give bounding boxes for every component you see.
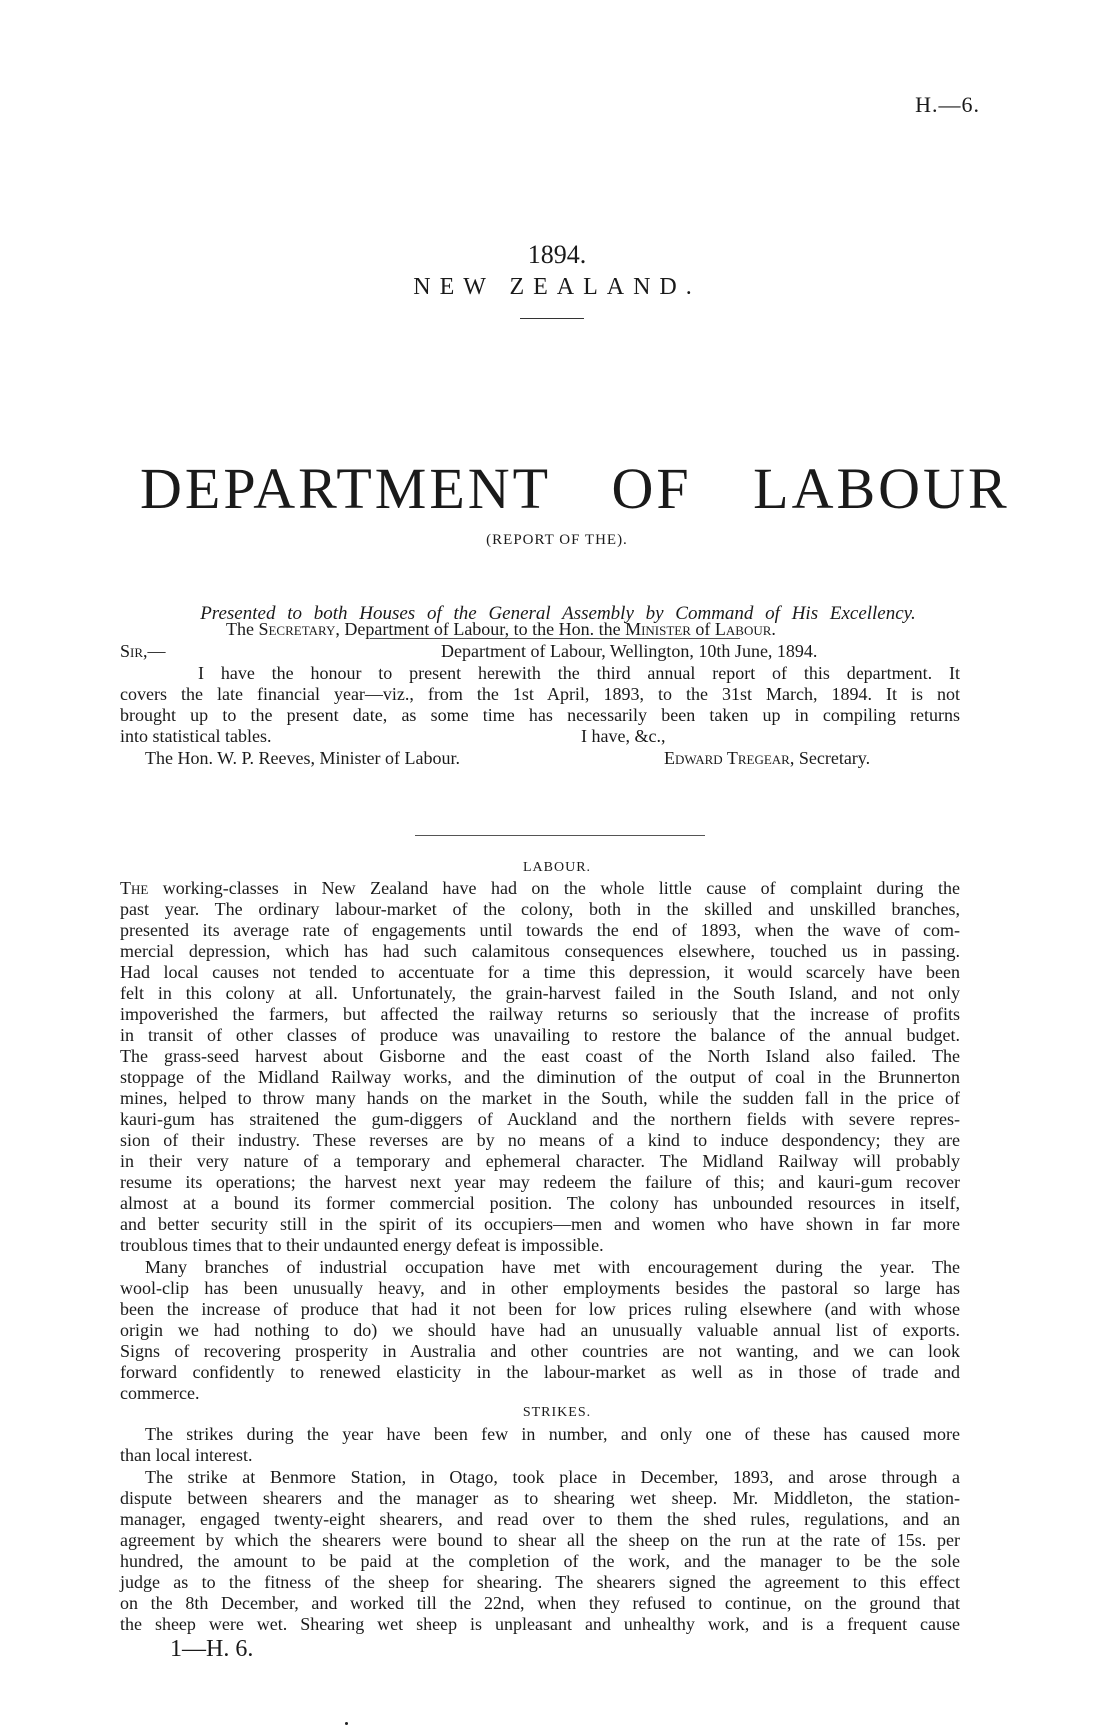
paragraph-line: forward confidently to renewed elasticity in the labour-market as well as in those of trade and [120,1362,960,1382]
letter-dateline: Department of Labour, Wellington, 10th June, 1894. [441,641,818,661]
paragraph-line: The strike at Benmore Station, in Otago, took place in December, 1893, and arose through a [145,1467,960,1487]
paragraph-line: wool-clip has been unusually heavy, and in other employments besides the pastoral so large has [120,1278,960,1298]
paragraph-line: hundred, the amount to be paid at the completion of the work, and the manager to be the sole [120,1551,960,1571]
letter-salutation: Sir,— [120,641,166,661]
letter-address-line: The Secretary, Department of Labour, to the Hon. the Minister of Labour. [226,619,776,639]
paragraph-line: resume its operations; the harvest next year may redeem the failure of this; and kauri-gum recover [120,1172,960,1192]
paragraph-line: presented its average rate of engagements until towards the end of 1893, when the wave of com- [120,920,960,940]
print-speck [345,1722,348,1725]
paragraph-line: troublous times that to their undaunted energy defeat is impossible. [120,1235,604,1255]
paragraph-line: on the 8th December, and worked till the 22nd, when they refused to continue, on the ground that [120,1593,960,1613]
letter-body-line: into statistical tables. [120,726,272,746]
paragraph-line: agreement by which the shearers were bound to shear all the sheep on the run at the rate of 15s. per [120,1530,960,1550]
paragraph-line: in transit of other classes of produce was unavailing to restore the balance of the annual budget. [120,1025,960,1045]
paragraph-line: felt in this colony at all. Unfortunately, the grain-harvest failed in the South Island, and not only [120,983,960,1003]
paragraph-line: manager, engaged twenty-eight shearers, and read over to them the shed rules, regulations, and an [120,1509,960,1529]
section-heading-labour: LABOUR. [522,860,592,875]
paragraph-line: commerce. [120,1383,200,1403]
letter-body-line: brought up to the present date, as some time has necessarily been taken up in compiling returns [120,705,960,725]
divider [520,318,584,319]
paragraph-line: mercial depression, which has had such calamitous consequences elsewhere, touched us in passing. [120,941,960,961]
paragraph-line: almost at a bound its former commercial position. The colony has unbounded resources in itself, [120,1193,960,1213]
paragraph-line: The grass-seed harvest about Gisborne and the east coast of the North Island also failed. The [120,1046,960,1066]
paragraph-line: in their very nature of a temporary and ephemeral character. The Midland Railway will probably [120,1151,960,1171]
letter-recipient: The Hon. W. P. Reeves, Minister of Labour. [145,748,460,768]
section-heading-strikes: STRIKES. [522,1405,592,1420]
divider [415,835,705,836]
paragraph-line: been the increase of produce that had it not been for low prices ruling elsewhere (and with whose [120,1299,960,1319]
paragraph-line: past year. The ordinary labour-market of the colony, both in the skilled and unskilled branches, [120,899,960,919]
paragraph-line: impoverished the farmers, but affected the railway returns so seriously that the increase of profits [120,1004,960,1024]
document-reference: H.—6. [915,92,980,117]
letter-body-line: covers the late financial year—viz., from the 1st April, 1893, to the 31st March, 1894. It is not [120,684,960,704]
paragraph-line: judge as to the fitness of the sheep for shearing. The shearers signed the agreement to this effect [120,1572,960,1592]
paragraph-line: and better security still in the spirit of its occupiers—men and women who have shown in far more [120,1214,960,1234]
document-title: DEPARTMENT OF LABOUR [140,456,1010,521]
page-footer: 1—H. 6. [170,1636,254,1662]
paragraph-line: sion of their industry. These reverses are by no means of a kind to induce despondency; they are [120,1130,960,1150]
paragraph-line: stoppage of the Midland Railway works, and the diminution of the output of coal in the Brunnerton [120,1067,960,1087]
document-country: NEW ZEALAND. [413,274,701,300]
paragraph-line: than local interest. [120,1445,253,1465]
document-year: 1894. [527,240,587,269]
letter-signature: Edward Tregear, Secretary. [664,748,871,768]
presented-line: Presented to both Houses of the General Assembly by Command of His Excellency. [200,603,916,624]
paragraph-line: kauri-gum has straitened the gum-diggers of Auckland and the northern fields with severe repres- [120,1109,960,1129]
letter-closing: I have, &c., [581,726,666,746]
paragraph-line: The strikes during the year have been few in number, and only one of these has caused more [145,1424,960,1444]
paragraph-line: mines, helped to throw many hands on the market in the South, while the sudden fall in the price of [120,1088,960,1108]
paragraph-line: Signs of recovering prosperity in Australia and other countries are not wanting, and we can look [120,1341,960,1361]
letter-body-line: I have the honour to present herewith the third annual report of this department. It [198,663,960,683]
paragraph-line: Had local causes not tended to accentuate for a time this depression, it would scarcely have been [120,962,960,982]
paragraph-line: The working-classes in New Zealand have had on the whole little cause of complaint during the [120,878,960,898]
paragraph-line: Many branches of industrial occupation have met with encouragement during the year. The [145,1257,960,1277]
paragraph-line: origin we had nothing to do) we should have had an unusually valuable annual list of exports. [120,1320,960,1340]
document-subtitle: (REPORT OF THE). [486,532,628,548]
paragraph-line: the sheep were wet. Shearing wet sheep is unpleasant and unhealthy work, and is a frequent cause [120,1614,960,1634]
paragraph-line: dispute between shearers and the manager as to shearing wet sheep. Mr. Middleton, the station- [120,1488,960,1508]
